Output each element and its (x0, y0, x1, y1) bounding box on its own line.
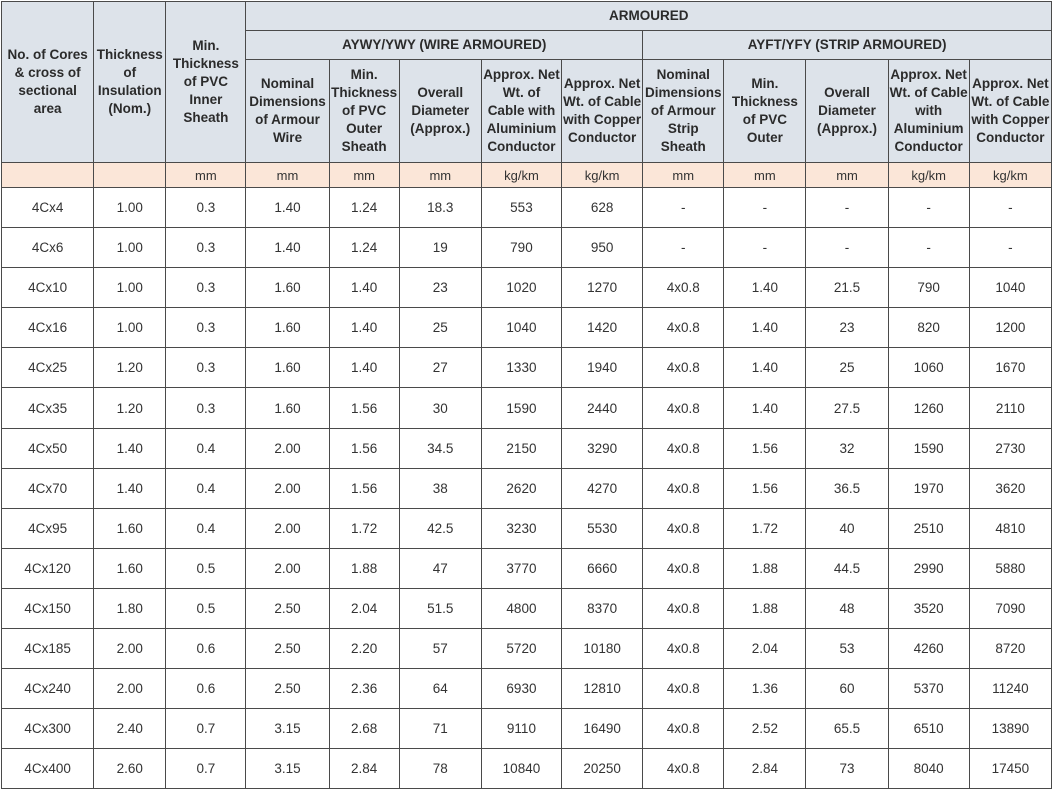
table-cell: 1200 (969, 308, 1051, 348)
table-cell: 1.60 (246, 308, 329, 348)
table-cell: 78 (399, 749, 481, 789)
table-cell: 3620 (969, 468, 1051, 508)
table-cell: 1.00 (94, 268, 166, 308)
unit-cell: kg/km (969, 163, 1051, 188)
table-cell: 4270 (562, 468, 643, 508)
table-cell: 2.00 (246, 508, 329, 548)
table-cell: 4x0.8 (643, 629, 724, 669)
table-cell: 2.84 (329, 749, 399, 789)
table-cell: 3.15 (246, 709, 329, 749)
table-cell: 1.88 (329, 548, 399, 588)
core-size-cell: 4Cx6 (2, 228, 94, 268)
table-cell: 0.4 (166, 508, 246, 548)
table-cell: 16490 (562, 709, 643, 749)
table-cell: 1590 (888, 428, 969, 468)
unit-cell: mm (643, 163, 724, 188)
table-cell: - (724, 228, 806, 268)
table-row (2, 388, 1052, 428)
table-cell: 3290 (562, 428, 643, 468)
table-cell: 3770 (481, 548, 561, 588)
header-insulation: Thickness of Insulation (Nom.) (94, 2, 166, 163)
table-cell: 11240 (969, 669, 1051, 709)
table-cell: 1.36 (724, 669, 806, 709)
header-strip-outer-sheath: Min. Thickness of PVC Outer (724, 60, 806, 163)
table-cell: 1.60 (94, 508, 166, 548)
table-cell: 1.56 (724, 428, 806, 468)
table-cell: 1.40 (724, 388, 806, 428)
table-cell: 12810 (562, 669, 643, 709)
table-cell: 6510 (888, 709, 969, 749)
unit-cell (94, 163, 166, 188)
table-cell: 2.00 (94, 669, 166, 709)
table-cell: 47 (399, 548, 481, 588)
table-cell: 1.40 (724, 268, 806, 308)
table-cell: 2.00 (246, 468, 329, 508)
table-cell: 4x0.8 (643, 468, 724, 508)
unit-cell: mm (806, 163, 888, 188)
table-cell: 0.7 (166, 709, 246, 749)
table-row (2, 268, 1052, 308)
table-cell: 6930 (481, 669, 561, 709)
table-cell: 48 (806, 588, 888, 628)
table-cell: 1.40 (329, 308, 399, 348)
table-row (2, 749, 1052, 789)
table-cell: 4x0.8 (643, 348, 724, 388)
table-cell: 3230 (481, 508, 561, 548)
table-cell: 2.60 (94, 749, 166, 789)
header-wire-overall-diameter: Overall Diameter (Approx.) (399, 60, 481, 163)
table-cell: 25 (806, 348, 888, 388)
table-cell: 1.40 (94, 428, 166, 468)
table-cell: 4810 (969, 508, 1051, 548)
header-strip-weight-aluminium: Approx. Net Wt. of Cable with Aluminium Conductor (888, 60, 969, 163)
table-cell: 21.5 (806, 268, 888, 308)
core-size-cell: 4Cx185 (2, 629, 94, 669)
unit-cell: kg/km (888, 163, 969, 188)
header-wire-armoured: AYWY/YWY (WIRE ARMOURED) (246, 31, 643, 60)
table-cell: 1.00 (94, 228, 166, 268)
core-size-cell: 4Cx240 (2, 669, 94, 709)
table-cell: 1.24 (329, 228, 399, 268)
table-cell: 4x0.8 (643, 308, 724, 348)
table-cell: 1.88 (724, 548, 806, 588)
table-cell: 27 (399, 348, 481, 388)
table-row (2, 228, 1052, 268)
table-cell: 10840 (481, 749, 561, 789)
table-cell: - (724, 188, 806, 228)
header-strip-armoured: AYFT/YFY (STRIP ARMOURED) (643, 31, 1052, 60)
table-cell: 2.04 (724, 629, 806, 669)
unit-cell (2, 163, 94, 188)
table-cell: 0.3 (166, 228, 246, 268)
table-cell: 40 (806, 508, 888, 548)
table-cell: 0.3 (166, 308, 246, 348)
table-cell: 2.36 (329, 669, 399, 709)
table-cell: - (969, 188, 1051, 228)
table-cell: 1.56 (724, 468, 806, 508)
table-cell: 1.00 (94, 308, 166, 348)
table-cell: 4x0.8 (643, 548, 724, 588)
header-armoured: ARMOURED (246, 2, 1052, 31)
table-cell: 53 (806, 629, 888, 669)
table-cell: 4x0.8 (643, 508, 724, 548)
table-cell: 4x0.8 (643, 749, 724, 789)
table-cell: 1.40 (94, 468, 166, 508)
table-row (2, 308, 1052, 348)
table-cell: - (888, 188, 969, 228)
unit-cell: mm (399, 163, 481, 188)
table-cell: 0.4 (166, 428, 246, 468)
table-cell: 0.5 (166, 588, 246, 628)
table-cell: 4x0.8 (643, 588, 724, 628)
table-cell: 2510 (888, 508, 969, 548)
table-cell: 20250 (562, 749, 643, 789)
table-cell: 3.15 (246, 749, 329, 789)
core-size-cell: 4Cx120 (2, 548, 94, 588)
table-cell: 2730 (969, 428, 1051, 468)
table-cell: 1.40 (724, 348, 806, 388)
header-wire-weight-aluminium: Approx. Net Wt. of Cable with Aluminium Conductor (481, 60, 561, 163)
table-cell: 8370 (562, 588, 643, 628)
table-cell: 1.88 (724, 588, 806, 628)
table-cell: - (888, 228, 969, 268)
table-cell: 5880 (969, 548, 1051, 588)
table-cell: 60 (806, 669, 888, 709)
table-cell: 1.56 (329, 388, 399, 428)
units-row (2, 163, 1052, 188)
table-cell: 3520 (888, 588, 969, 628)
table-cell: 1.40 (329, 348, 399, 388)
table-cell: 71 (399, 709, 481, 749)
table-cell: 1.40 (724, 308, 806, 348)
table-cell: 1.72 (329, 508, 399, 548)
table-cell: 1420 (562, 308, 643, 348)
core-size-cell: 4Cx400 (2, 749, 94, 789)
table-cell: 1.60 (246, 388, 329, 428)
table-cell: 2990 (888, 548, 969, 588)
table-cell: 4800 (481, 588, 561, 628)
table-cell: 2.68 (329, 709, 399, 749)
header-inner-sheath: Min. Thickness of PVC Inner Sheath (166, 2, 246, 163)
table-cell: 9110 (481, 709, 561, 749)
unit-cell: mm (724, 163, 806, 188)
table-cell: 23 (399, 268, 481, 308)
table-cell: 1020 (481, 268, 561, 308)
table-cell: 32 (806, 428, 888, 468)
table-cell: 4x0.8 (643, 268, 724, 308)
header-strip-weight-copper: Approx. Net Wt. of Cable with Copper Conductor (969, 60, 1051, 163)
table-row (2, 188, 1052, 228)
core-size-cell: 4Cx70 (2, 468, 94, 508)
table-row (2, 709, 1052, 749)
core-size-cell: 4Cx150 (2, 588, 94, 628)
table-cell: 0.3 (166, 268, 246, 308)
table-cell: 0.6 (166, 669, 246, 709)
table-cell: 820 (888, 308, 969, 348)
cable-spec-table (1, 1, 1052, 789)
table-cell: 2.00 (246, 428, 329, 468)
table-cell: 1.20 (94, 348, 166, 388)
table-cell: 1.24 (329, 188, 399, 228)
table-cell: 2.00 (246, 548, 329, 588)
table-cell: 1040 (969, 268, 1051, 308)
table-cell: 1.80 (94, 588, 166, 628)
table-cell: 13890 (969, 709, 1051, 749)
table-cell: 2.84 (724, 749, 806, 789)
core-size-cell: 4Cx10 (2, 268, 94, 308)
table-cell: 1.56 (329, 428, 399, 468)
table-cell: 42.5 (399, 508, 481, 548)
table-cell: 4260 (888, 629, 969, 669)
table-cell: 0.7 (166, 749, 246, 789)
table-cell: 4x0.8 (643, 388, 724, 428)
table-cell: 1970 (888, 468, 969, 508)
table-cell: 1.40 (246, 188, 329, 228)
table-cell: 4x0.8 (643, 709, 724, 749)
table-cell: 73 (806, 749, 888, 789)
table-cell: 1940 (562, 348, 643, 388)
core-size-cell: 4Cx16 (2, 308, 94, 348)
table-cell: 2620 (481, 468, 561, 508)
table-cell: 553 (481, 188, 561, 228)
header-wire-armour-dimensions: Nominal Dimensions of Armour Wire (246, 60, 329, 163)
unit-cell: kg/km (481, 163, 561, 188)
table-cell: - (643, 188, 724, 228)
unit-cell: mm (329, 163, 399, 188)
table-cell: 38 (399, 468, 481, 508)
table-cell: 2.04 (329, 588, 399, 628)
table-cell: 1330 (481, 348, 561, 388)
header-strip-overall-diameter: Overall Diameter (Approx.) (806, 60, 888, 163)
table-body (2, 163, 1052, 789)
table-cell: 0.3 (166, 348, 246, 388)
table-row (2, 548, 1052, 588)
table-cell: 19 (399, 228, 481, 268)
table-cell: 23 (806, 308, 888, 348)
table-cell: 2.20 (329, 629, 399, 669)
unit-cell: mm (166, 163, 246, 188)
table-cell: 2.50 (246, 669, 329, 709)
table-cell: 1.40 (246, 228, 329, 268)
table-cell: 44.5 (806, 548, 888, 588)
table-row (2, 508, 1052, 548)
table-cell: 1590 (481, 388, 561, 428)
table-cell: 0.5 (166, 548, 246, 588)
table-cell: 1.60 (246, 348, 329, 388)
table-cell: 10180 (562, 629, 643, 669)
table-row (2, 468, 1052, 508)
table-cell: 950 (562, 228, 643, 268)
table-cell: 65.5 (806, 709, 888, 749)
table-cell: 18.3 (399, 188, 481, 228)
table-cell: 2.50 (246, 629, 329, 669)
table-cell: 25 (399, 308, 481, 348)
header-cores: No. of Cores & cross of sectional area (2, 2, 94, 163)
table-cell: 57 (399, 629, 481, 669)
table-cell: 1040 (481, 308, 561, 348)
core-size-cell: 4Cx25 (2, 348, 94, 388)
core-size-cell: 4Cx300 (2, 709, 94, 749)
table-row (2, 588, 1052, 628)
table-cell: 1.00 (94, 188, 166, 228)
table-cell: 0.4 (166, 468, 246, 508)
table-cell: 5370 (888, 669, 969, 709)
table-row (2, 348, 1052, 388)
table-cell: 8040 (888, 749, 969, 789)
header-strip-armour-dimensions: Nominal Dimensions of Armour Strip Sheath (643, 60, 724, 163)
table-cell: - (806, 228, 888, 268)
table-cell: 2110 (969, 388, 1051, 428)
table-cell: 2.00 (94, 629, 166, 669)
table-cell: 2.50 (246, 588, 329, 628)
table-cell: - (643, 228, 724, 268)
table-row (2, 629, 1052, 669)
table-row (2, 428, 1052, 468)
table-cell: 628 (562, 188, 643, 228)
core-size-cell: 4Cx35 (2, 388, 94, 428)
table-cell: 1.20 (94, 388, 166, 428)
core-size-cell: 4Cx95 (2, 508, 94, 548)
table-cell: 6660 (562, 548, 643, 588)
table-row (2, 669, 1052, 709)
core-size-cell: 4Cx4 (2, 188, 94, 228)
table-cell: 790 (888, 268, 969, 308)
table-cell: 1.60 (246, 268, 329, 308)
table-cell: 7090 (969, 588, 1051, 628)
table-cell: 27.5 (806, 388, 888, 428)
table-cell: 36.5 (806, 468, 888, 508)
table-cell: 4x0.8 (643, 669, 724, 709)
header-wire-weight-copper: Approx. Net Wt. of Cable with Copper Conductor (562, 60, 643, 163)
table-cell: 1.56 (329, 468, 399, 508)
table-cell: 5530 (562, 508, 643, 548)
table-cell: 2440 (562, 388, 643, 428)
table-cell: 1060 (888, 348, 969, 388)
table-cell: 51.5 (399, 588, 481, 628)
table-cell: 64 (399, 669, 481, 709)
table-cell: 1270 (562, 268, 643, 308)
table-cell: 2150 (481, 428, 561, 468)
table-cell: - (806, 188, 888, 228)
unit-cell: mm (246, 163, 329, 188)
header-wire-outer-sheath: Min. Thickness of PVC Outer Sheath (329, 60, 399, 163)
table-cell: 790 (481, 228, 561, 268)
table-cell: 8720 (969, 629, 1051, 669)
table-cell: 2.40 (94, 709, 166, 749)
table-cell: 0.3 (166, 388, 246, 428)
table-cell: 34.5 (399, 428, 481, 468)
table-cell: - (969, 228, 1051, 268)
unit-cell: kg/km (562, 163, 643, 188)
table-cell: 1670 (969, 348, 1051, 388)
table-cell: 5720 (481, 629, 561, 669)
table-cell: 17450 (969, 749, 1051, 789)
table-cell: 1.60 (94, 548, 166, 588)
table-cell: 2.52 (724, 709, 806, 749)
table-cell: 0.6 (166, 629, 246, 669)
table-cell: 1260 (888, 388, 969, 428)
core-size-cell: 4Cx50 (2, 428, 94, 468)
table-cell: 1.72 (724, 508, 806, 548)
table-cell: 4x0.8 (643, 428, 724, 468)
table-cell: 1.40 (329, 268, 399, 308)
table-cell: 30 (399, 388, 481, 428)
table-cell: 0.3 (166, 188, 246, 228)
